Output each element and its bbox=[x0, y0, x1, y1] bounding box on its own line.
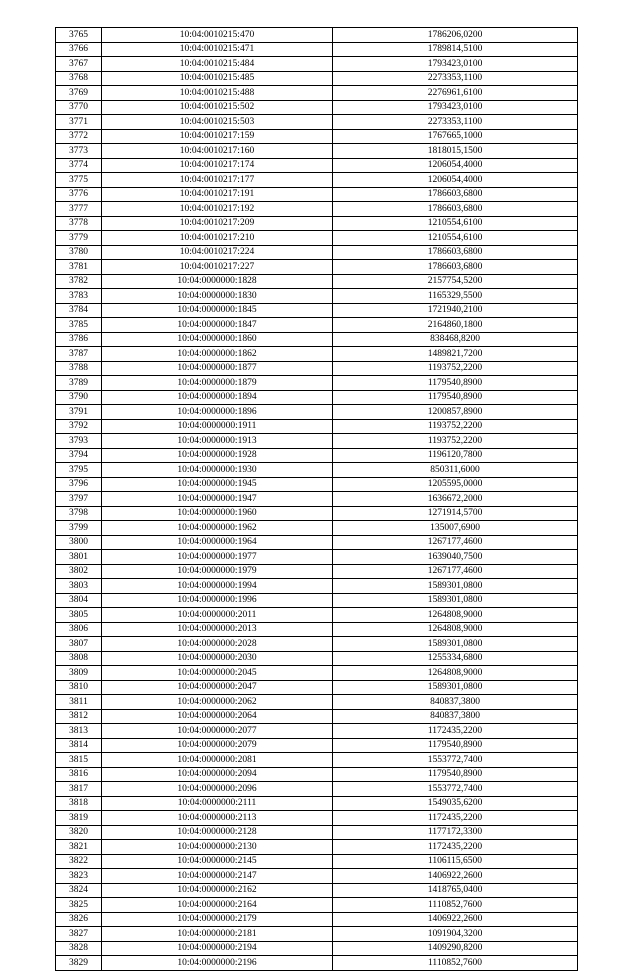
cadastral-value-cell: 1200857,8900 bbox=[333, 405, 578, 420]
table-row bbox=[56, 376, 578, 391]
table-row bbox=[56, 303, 578, 318]
cadastral-number-cell: 10:04:0000000:2181 bbox=[102, 927, 333, 942]
table-row bbox=[56, 202, 578, 217]
table-row bbox=[56, 405, 578, 420]
row-number-cell: 3771 bbox=[56, 115, 102, 130]
row-number-cell: 3812 bbox=[56, 709, 102, 724]
cadastral-number-cell: 10:04:0000000:2077 bbox=[102, 724, 333, 739]
table-row bbox=[56, 608, 578, 623]
row-number-cell: 3793 bbox=[56, 434, 102, 449]
cadastral-number-cell: 10:04:0000000:1913 bbox=[102, 434, 333, 449]
cadastral-number-cell: 10:04:0010215:488 bbox=[102, 86, 333, 101]
row-number-cell: 3795 bbox=[56, 463, 102, 478]
cadastral-number-cell: 10:04:0000000:2145 bbox=[102, 854, 333, 869]
table-row bbox=[56, 158, 578, 173]
row-number-cell: 3822 bbox=[56, 854, 102, 869]
cadastral-number-cell: 10:04:0000000:2030 bbox=[102, 651, 333, 666]
cadastral-number-cell: 10:04:0010217:177 bbox=[102, 173, 333, 188]
cadastral-number-cell: 10:04:0000000:1877 bbox=[102, 361, 333, 376]
cadastral-value-cell: 1106115,6500 bbox=[333, 854, 578, 869]
cadastral-value-cell: 2276961,6100 bbox=[333, 86, 578, 101]
row-number-cell: 3776 bbox=[56, 187, 102, 202]
cadastral-value-cell: 1196120,7800 bbox=[333, 448, 578, 463]
cadastral-value-cell: 840837,3800 bbox=[333, 709, 578, 724]
cadastral-number-cell: 10:04:0010217:174 bbox=[102, 158, 333, 173]
cadastral-value-cell: 1786603,6800 bbox=[333, 245, 578, 260]
cadastral-number-cell: 10:04:0000000:1930 bbox=[102, 463, 333, 478]
cadastral-value-cell: 1179540,8900 bbox=[333, 767, 578, 782]
row-number-cell: 3806 bbox=[56, 622, 102, 637]
row-number-cell: 3789 bbox=[56, 376, 102, 391]
table-row bbox=[56, 71, 578, 86]
row-number-cell: 3801 bbox=[56, 550, 102, 565]
cadastral-value-cell: 1589301,0800 bbox=[333, 593, 578, 608]
cadastral-number-cell: 10:04:0010215:485 bbox=[102, 71, 333, 86]
table-row bbox=[56, 695, 578, 710]
cadastral-number-cell: 10:04:0000000:1847 bbox=[102, 318, 333, 333]
cadastral-value-cell: 1549035,6200 bbox=[333, 796, 578, 811]
table-row bbox=[56, 854, 578, 869]
row-number-cell: 3829 bbox=[56, 956, 102, 971]
cadastral-value-cell: 1793423,0100 bbox=[333, 100, 578, 115]
cadastral-number-cell: 10:04:0010215:470 bbox=[102, 28, 333, 43]
cadastral-number-cell: 10:04:0000000:1896 bbox=[102, 405, 333, 420]
table-row bbox=[56, 492, 578, 507]
table-row bbox=[56, 347, 578, 362]
row-number-cell: 3779 bbox=[56, 231, 102, 246]
cadastral-value-cell: 1267177,4600 bbox=[333, 535, 578, 550]
cadastral-number-cell: 10:04:0000000:1947 bbox=[102, 492, 333, 507]
table-row bbox=[56, 796, 578, 811]
cadastral-value-cell: 1271914,5700 bbox=[333, 506, 578, 521]
cadastral-value-cell: 1193752,2200 bbox=[333, 434, 578, 449]
row-number-cell: 3814 bbox=[56, 738, 102, 753]
table-row bbox=[56, 912, 578, 927]
cadastral-value-cell: 1264808,9000 bbox=[333, 622, 578, 637]
row-number-cell: 3804 bbox=[56, 593, 102, 608]
cadastral-number-cell: 10:04:0000000:2147 bbox=[102, 869, 333, 884]
cadastral-number-cell: 10:04:0000000:1964 bbox=[102, 535, 333, 550]
cadastral-value-cell: 1786603,6800 bbox=[333, 260, 578, 275]
cadastral-number-cell: 10:04:0010217:210 bbox=[102, 231, 333, 246]
cadastral-value-cell: 1179540,8900 bbox=[333, 376, 578, 391]
table-row bbox=[56, 782, 578, 797]
cadastral-value-cell: 1786603,6800 bbox=[333, 202, 578, 217]
table-row bbox=[56, 564, 578, 579]
cadastral-number-cell: 10:04:0000000:2047 bbox=[102, 680, 333, 695]
row-number-cell: 3808 bbox=[56, 651, 102, 666]
cadastral-number-cell: 10:04:0000000:1845 bbox=[102, 303, 333, 318]
table-row bbox=[56, 260, 578, 275]
row-number-cell: 3813 bbox=[56, 724, 102, 739]
cadastral-number-cell: 10:04:0010217:191 bbox=[102, 187, 333, 202]
table-row bbox=[56, 318, 578, 333]
cadastral-value-cell: 850311,6000 bbox=[333, 463, 578, 478]
cadastral-value-cell: 1206054,4000 bbox=[333, 173, 578, 188]
row-number-cell: 3792 bbox=[56, 419, 102, 434]
row-number-cell: 3777 bbox=[56, 202, 102, 217]
table-row bbox=[56, 767, 578, 782]
cadastral-value-cell: 1721940,2100 bbox=[333, 303, 578, 318]
row-number-cell: 3773 bbox=[56, 144, 102, 159]
table-row bbox=[56, 956, 578, 971]
cadastral-value-cell: 1553772,7400 bbox=[333, 782, 578, 797]
row-number-cell: 3770 bbox=[56, 100, 102, 115]
cadastral-number-cell: 10:04:0000000:2094 bbox=[102, 767, 333, 782]
row-number-cell: 3791 bbox=[56, 405, 102, 420]
cadastral-number-cell: 10:04:0000000:2028 bbox=[102, 637, 333, 652]
row-number-cell: 3768 bbox=[56, 71, 102, 86]
cadastral-number-cell: 10:04:0000000:1828 bbox=[102, 274, 333, 289]
cadastral-number-cell: 10:04:0000000:2062 bbox=[102, 695, 333, 710]
table-row bbox=[56, 840, 578, 855]
cadastral-value-cell: 1793423,0100 bbox=[333, 57, 578, 72]
row-number-cell: 3823 bbox=[56, 869, 102, 884]
cadastral-value-cell: 1786603,6800 bbox=[333, 187, 578, 202]
row-number-cell: 3785 bbox=[56, 318, 102, 333]
cadastral-number-cell: 10:04:0000000:2128 bbox=[102, 825, 333, 840]
row-number-cell: 3824 bbox=[56, 883, 102, 898]
cadastral-number-cell: 10:04:0000000:1945 bbox=[102, 477, 333, 492]
row-number-cell: 3807 bbox=[56, 637, 102, 652]
row-number-cell: 3786 bbox=[56, 332, 102, 347]
table-row bbox=[56, 28, 578, 43]
table-row bbox=[56, 825, 578, 840]
table-row bbox=[56, 506, 578, 521]
cadastral-value-cell: 1639040,7500 bbox=[333, 550, 578, 565]
cadastral-number-cell: 10:04:0000000:2111 bbox=[102, 796, 333, 811]
cadastral-value-table bbox=[55, 27, 578, 971]
table-row bbox=[56, 579, 578, 594]
table-row bbox=[56, 115, 578, 130]
cadastral-number-cell: 10:04:0010217:160 bbox=[102, 144, 333, 159]
table-row bbox=[56, 448, 578, 463]
row-number-cell: 3787 bbox=[56, 347, 102, 362]
cadastral-value-cell: 1179540,8900 bbox=[333, 390, 578, 405]
row-number-cell: 3821 bbox=[56, 840, 102, 855]
table-row bbox=[56, 811, 578, 826]
cadastral-value-cell: 1636672,2000 bbox=[333, 492, 578, 507]
cadastral-number-cell: 10:04:0000000:2162 bbox=[102, 883, 333, 898]
table-row bbox=[56, 883, 578, 898]
cadastral-value-cell: 1091904,3200 bbox=[333, 927, 578, 942]
row-number-cell: 3790 bbox=[56, 390, 102, 405]
cadastral-value-cell: 1165329,5500 bbox=[333, 289, 578, 304]
cadastral-number-cell: 10:04:0000000:1911 bbox=[102, 419, 333, 434]
cadastral-value-cell: 1179540,8900 bbox=[333, 738, 578, 753]
cadastral-value-cell: 1210554,6100 bbox=[333, 216, 578, 231]
row-number-cell: 3811 bbox=[56, 695, 102, 710]
cadastral-number-cell: 10:04:0010217:192 bbox=[102, 202, 333, 217]
cadastral-value-cell: 2164860,1800 bbox=[333, 318, 578, 333]
cadastral-number-cell: 10:04:0000000:2113 bbox=[102, 811, 333, 826]
cadastral-value-cell: 1406922,2600 bbox=[333, 869, 578, 884]
cadastral-number-cell: 10:04:0000000:1979 bbox=[102, 564, 333, 579]
table-row bbox=[56, 434, 578, 449]
table-row bbox=[56, 666, 578, 681]
table-row bbox=[56, 173, 578, 188]
cadastral-value-cell: 2157754,5200 bbox=[333, 274, 578, 289]
row-number-cell: 3796 bbox=[56, 477, 102, 492]
cadastral-number-cell: 10:04:0000000:1977 bbox=[102, 550, 333, 565]
table-row bbox=[56, 57, 578, 72]
table-row bbox=[56, 927, 578, 942]
cadastral-number-cell: 10:04:0000000:1860 bbox=[102, 332, 333, 347]
cadastral-number-cell: 10:04:0000000:2164 bbox=[102, 898, 333, 913]
row-number-cell: 3774 bbox=[56, 158, 102, 173]
cadastral-number-cell: 10:04:0000000:1960 bbox=[102, 506, 333, 521]
cadastral-number-cell: 10:04:0010215:484 bbox=[102, 57, 333, 72]
cadastral-value-cell: 1172435,2200 bbox=[333, 724, 578, 739]
cadastral-value-cell: 135007,6900 bbox=[333, 521, 578, 536]
cadastral-value-cell: 1553772,7400 bbox=[333, 753, 578, 768]
row-number-cell: 3782 bbox=[56, 274, 102, 289]
table-row bbox=[56, 100, 578, 115]
cadastral-value-cell: 1767665,1000 bbox=[333, 129, 578, 144]
table-row bbox=[56, 289, 578, 304]
row-number-cell: 3765 bbox=[56, 28, 102, 43]
table-row bbox=[56, 593, 578, 608]
table-row bbox=[56, 361, 578, 376]
table-row bbox=[56, 738, 578, 753]
table-row bbox=[56, 129, 578, 144]
row-number-cell: 3809 bbox=[56, 666, 102, 681]
cadastral-number-cell: 10:04:0010217:209 bbox=[102, 216, 333, 231]
cadastral-number-cell: 10:04:0000000:2011 bbox=[102, 608, 333, 623]
row-number-cell: 3798 bbox=[56, 506, 102, 521]
cadastral-value-cell: 1589301,0800 bbox=[333, 637, 578, 652]
row-number-cell: 3778 bbox=[56, 216, 102, 231]
row-number-cell: 3783 bbox=[56, 289, 102, 304]
cadastral-value-cell: 1210554,6100 bbox=[333, 231, 578, 246]
row-number-cell: 3800 bbox=[56, 535, 102, 550]
cadastral-value-cell: 1789814,5100 bbox=[333, 42, 578, 57]
cadastral-value-cell: 1589301,0800 bbox=[333, 680, 578, 695]
cadastral-number-cell: 10:04:0000000:2013 bbox=[102, 622, 333, 637]
table-row bbox=[56, 144, 578, 159]
cadastral-value-cell: 1110852,7600 bbox=[333, 956, 578, 971]
cadastral-value-cell: 1409290,8200 bbox=[333, 941, 578, 956]
cadastral-value-cell: 2273353,1100 bbox=[333, 115, 578, 130]
cadastral-value-cell: 1255334,6800 bbox=[333, 651, 578, 666]
row-number-cell: 3784 bbox=[56, 303, 102, 318]
table-row bbox=[56, 231, 578, 246]
row-number-cell: 3820 bbox=[56, 825, 102, 840]
row-number-cell: 3826 bbox=[56, 912, 102, 927]
row-number-cell: 3827 bbox=[56, 927, 102, 942]
row-number-cell: 3805 bbox=[56, 608, 102, 623]
row-number-cell: 3772 bbox=[56, 129, 102, 144]
cadastral-value-cell: 1177172,3300 bbox=[333, 825, 578, 840]
cadastral-value-cell: 1193752,2200 bbox=[333, 361, 578, 376]
cadastral-number-cell: 10:04:0000000:2045 bbox=[102, 666, 333, 681]
cadastral-number-cell: 10:04:0000000:2194 bbox=[102, 941, 333, 956]
cadastral-number-cell: 10:04:0010217:227 bbox=[102, 260, 333, 275]
table-row bbox=[56, 390, 578, 405]
row-number-cell: 3810 bbox=[56, 680, 102, 695]
row-number-cell: 3797 bbox=[56, 492, 102, 507]
cadastral-value-cell: 2273353,1100 bbox=[333, 71, 578, 86]
row-number-cell: 3766 bbox=[56, 42, 102, 57]
table-row bbox=[56, 753, 578, 768]
row-number-cell: 3775 bbox=[56, 173, 102, 188]
row-number-cell: 3767 bbox=[56, 57, 102, 72]
table-row bbox=[56, 42, 578, 57]
cadastral-number-cell: 10:04:0000000:1928 bbox=[102, 448, 333, 463]
row-number-cell: 3803 bbox=[56, 579, 102, 594]
cadastral-number-cell: 10:04:0000000:2179 bbox=[102, 912, 333, 927]
cadastral-number-cell: 10:04:0000000:1879 bbox=[102, 376, 333, 391]
cadastral-value-cell: 1172435,2200 bbox=[333, 811, 578, 826]
row-number-cell: 3788 bbox=[56, 361, 102, 376]
row-number-cell: 3825 bbox=[56, 898, 102, 913]
table-row bbox=[56, 709, 578, 724]
cadastral-value-cell: 840837,3800 bbox=[333, 695, 578, 710]
cadastral-value-cell: 1489821,7200 bbox=[333, 347, 578, 362]
cadastral-number-cell: 10:04:0010215:502 bbox=[102, 100, 333, 115]
cadastral-number-cell: 10:04:0000000:1894 bbox=[102, 390, 333, 405]
cadastral-value-cell: 1267177,4600 bbox=[333, 564, 578, 579]
table-row bbox=[56, 216, 578, 231]
cadastral-number-cell: 10:04:0010217:224 bbox=[102, 245, 333, 260]
table-row bbox=[56, 869, 578, 884]
table-row bbox=[56, 463, 578, 478]
cadastral-value-cell: 1264808,9000 bbox=[333, 666, 578, 681]
table-row bbox=[56, 187, 578, 202]
cadastral-value-cell: 1818015,1500 bbox=[333, 144, 578, 159]
table-row bbox=[56, 332, 578, 347]
row-number-cell: 3780 bbox=[56, 245, 102, 260]
cadastral-number-cell: 10:04:0000000:2096 bbox=[102, 782, 333, 797]
table-row bbox=[56, 941, 578, 956]
row-number-cell: 3799 bbox=[56, 521, 102, 536]
row-number-cell: 3818 bbox=[56, 796, 102, 811]
table-row bbox=[56, 680, 578, 695]
row-number-cell: 3769 bbox=[56, 86, 102, 101]
cadastral-number-cell: 10:04:0000000:2064 bbox=[102, 709, 333, 724]
cadastral-value-cell: 1206054,4000 bbox=[333, 158, 578, 173]
row-number-cell: 3816 bbox=[56, 767, 102, 782]
cadastral-number-cell: 10:04:0000000:2130 bbox=[102, 840, 333, 855]
table-row bbox=[56, 535, 578, 550]
table-row bbox=[56, 419, 578, 434]
cadastral-number-cell: 10:04:0000000:1862 bbox=[102, 347, 333, 362]
table-body bbox=[56, 28, 578, 971]
cadastral-value-cell: 1110852,7600 bbox=[333, 898, 578, 913]
cadastral-number-cell: 10:04:0010217:159 bbox=[102, 129, 333, 144]
table-row bbox=[56, 637, 578, 652]
table-row bbox=[56, 86, 578, 101]
cadastral-number-cell: 10:04:0010215:471 bbox=[102, 42, 333, 57]
table-row bbox=[56, 477, 578, 492]
row-number-cell: 3794 bbox=[56, 448, 102, 463]
cadastral-number-cell: 10:04:0000000:1994 bbox=[102, 579, 333, 594]
row-number-cell: 3781 bbox=[56, 260, 102, 275]
table-row bbox=[56, 550, 578, 565]
row-number-cell: 3828 bbox=[56, 941, 102, 956]
table-row bbox=[56, 245, 578, 260]
table-row bbox=[56, 724, 578, 739]
row-number-cell: 3815 bbox=[56, 753, 102, 768]
cadastral-value-cell: 1786206,0200 bbox=[333, 28, 578, 43]
row-number-cell: 3817 bbox=[56, 782, 102, 797]
cadastral-value-cell: 1193752,2200 bbox=[333, 419, 578, 434]
cadastral-number-cell: 10:04:0000000:1962 bbox=[102, 521, 333, 536]
cadastral-number-cell: 10:04:0010215:503 bbox=[102, 115, 333, 130]
row-number-cell: 3802 bbox=[56, 564, 102, 579]
cadastral-value-cell: 1264808,9000 bbox=[333, 608, 578, 623]
cadastral-value-cell: 1205595,0000 bbox=[333, 477, 578, 492]
table-row bbox=[56, 651, 578, 666]
cadastral-value-cell: 838468,8200 bbox=[333, 332, 578, 347]
cadastral-value-cell: 1589301,0800 bbox=[333, 579, 578, 594]
table-row bbox=[56, 622, 578, 637]
cadastral-number-cell: 10:04:0000000:2081 bbox=[102, 753, 333, 768]
cadastral-number-cell: 10:04:0000000:1996 bbox=[102, 593, 333, 608]
cadastral-number-cell: 10:04:0000000:2196 bbox=[102, 956, 333, 971]
table-row bbox=[56, 274, 578, 289]
cadastral-value-cell: 1418765,0400 bbox=[333, 883, 578, 898]
row-number-cell: 3819 bbox=[56, 811, 102, 826]
cadastral-value-cell: 1406922,2600 bbox=[333, 912, 578, 927]
table-row bbox=[56, 521, 578, 536]
cadastral-number-cell: 10:04:0000000:2079 bbox=[102, 738, 333, 753]
cadastral-value-cell: 1172435,2200 bbox=[333, 840, 578, 855]
cadastral-number-cell: 10:04:0000000:1830 bbox=[102, 289, 333, 304]
